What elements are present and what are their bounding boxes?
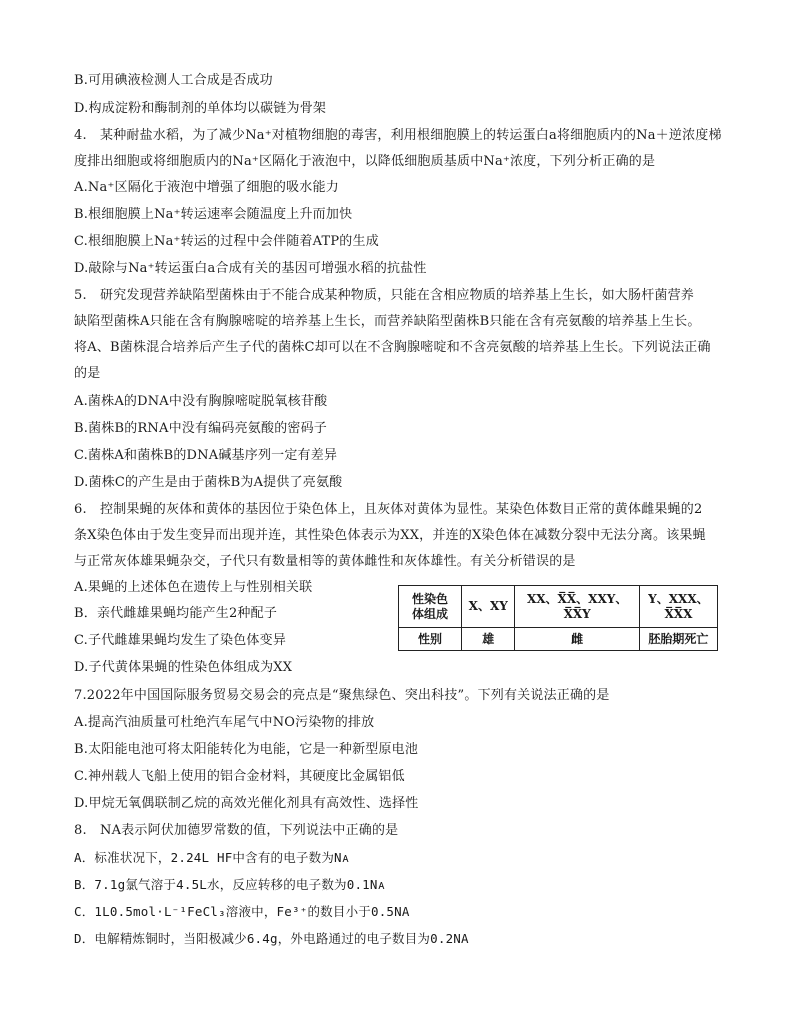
table-cell: XX、X̅X̅、XXY、 X̅X̅Y [515, 586, 639, 628]
table-cell: 性染色 体组成 [399, 586, 462, 628]
table-cell: 性别 [399, 628, 462, 651]
q6-stem-line2: 条X染色体由于发生变异而出现并连，其性染色体表示为XX，并连的X染色体在减数分裂中无法分离。该果蝇 [74, 528, 706, 543]
table-cell: 胚胎期死亡 [639, 628, 717, 651]
q6-stem-line1: 6. 控制果蝇的灰体和黄体的基因位于染色体上，且灰体对黄体为显性。某染色体数目正常的黄体雌果蝇的2 [74, 502, 703, 517]
q6-option-d: D.子代黄体果蝇的性染色体组成为XX [74, 660, 293, 675]
table-row [399, 586, 718, 628]
table-cell: 雌 [515, 628, 639, 651]
q5-option-b: B.菌株B的RNA中没有编码亮氨酸的密码子 [74, 421, 327, 436]
q5-stem-line1: 5. 研究发现营养缺陷型菌株由于不能合成某种物质，只能在含相应物质的培养基上生长，如大肠杆菌营养 [74, 288, 695, 303]
q4-option-c: C.根细胞膜上Na⁺转运的过程中会伴随着ATP的生成 [74, 234, 379, 249]
table-cell: Y、XXX、 X̅X̅X [639, 586, 717, 628]
q7-option-b: B.太阳能电池可将太阳能转化为电能，它是一种新型原电池 [74, 742, 419, 757]
q4-stem-line1: 4. 某种耐盐水稻，为了减少Na⁺对植物细胞的毒害，利用根细胞膜上的转运蛋白a将细胞质内的Na＋逆浓度梯 [74, 128, 722, 143]
q5-stem-line4: 的是 [74, 366, 101, 381]
q7-stem: 7.2022年中国国际服务贸易交易会的亮点是“聚焦绿色、突出科技”。下列有关说法正确的是 [74, 688, 610, 703]
table-cell: 雄 [462, 628, 515, 651]
q4-option-a: A.Na⁺区隔化于液泡中增强了细胞的吸水能力 [74, 180, 339, 195]
q4-option-b: B.根细胞膜上Na⁺转运速率会随温度上升而加快 [74, 207, 353, 222]
q8-stem: 8. NA表示阿伏加德罗常数的值，下列说法中正确的是 [74, 823, 399, 838]
sex-chromosome-table [398, 585, 718, 651]
q5-option-a: A.菌株A的DNA中没有胸腺嘧啶脱氧核苷酸 [74, 394, 328, 409]
q5-option-c: C.菌株A和菌株B的DNA碱基序列一定有差异 [74, 448, 338, 463]
q4-option-d: D.敲除与Na⁺转运蛋白a合成有关的基因可增强水稻的抗盐性 [74, 261, 427, 276]
q5-option-d: D.菌株C的产生是由于菌株B为A提供了亮氨酸 [74, 475, 343, 490]
q8-option-c: C．1L0.5mol·L⁻¹FeCl₃溶液中，Fe³⁺的数目小于0.5NA [74, 904, 410, 919]
q6-option-a: A.果蝇的上述体色在遗传上与性别相关联 [74, 580, 313, 595]
q8-option-b: B．7.1g氯气溶于4.5L水，反应转移的电子数为0.1Nᴀ [74, 877, 386, 892]
q8-option-d: D．电解精炼铜时，当阳极减少6.4g，外电路通过的电子数目为0.2NA [74, 931, 469, 946]
table-cell: X、XY [462, 586, 515, 628]
q5-stem-line2: 缺陷型菌株A只能在含有胸腺嘧啶的培养基上生长，而营养缺陷型菌株B只能在含有亮氨酸的培养基上生长。 [74, 314, 701, 329]
q3-option-d: D.构成淀粉和酶制剂的单体均以碳链为骨架 [74, 101, 327, 116]
q7-option-d: D.甲烷无氧偶联制乙烷的高效光催化剂具有高效性、选择性 [74, 796, 419, 811]
table-row [399, 628, 718, 651]
q7-option-c: C.神州载人飞船上使用的铝合金材料，其硬度比金属铝低 [74, 769, 405, 784]
q4-stem-line2: 度排出细胞或将细胞质内的Na⁺区隔化于液泡中，以降低细胞质基质中Na⁺浓度，下列分析正确的是 [74, 154, 656, 169]
q3-option-b: B.可用碘液检测人工合成是否成功 [74, 73, 273, 88]
q8-option-a: A．标准状况下，2.24L HF中含有的电子数为Nᴀ [74, 850, 350, 865]
q6-option-b: B．亲代雌雄果蝇均能产生2种配子 [74, 606, 278, 621]
q5-stem-line3: 将A、B菌株混合培养后产生子代的菌株C却可以在不含胸腺嘧啶和不含亮氨酸的培养基上生长。下列说法正确 [74, 340, 711, 355]
q6-stem-line3: 与正常灰体雄果蝇杂交，子代只有数量相等的黄体雌性和灰体雄性。有关分析错误的是 [74, 554, 576, 569]
q7-option-a: A.提高汽油质量可杜绝汽车尾气中NO污染物的排放 [74, 715, 375, 730]
q6-option-c: C.子代雌雄果蝇均发生了染色体变异 [74, 633, 287, 648]
